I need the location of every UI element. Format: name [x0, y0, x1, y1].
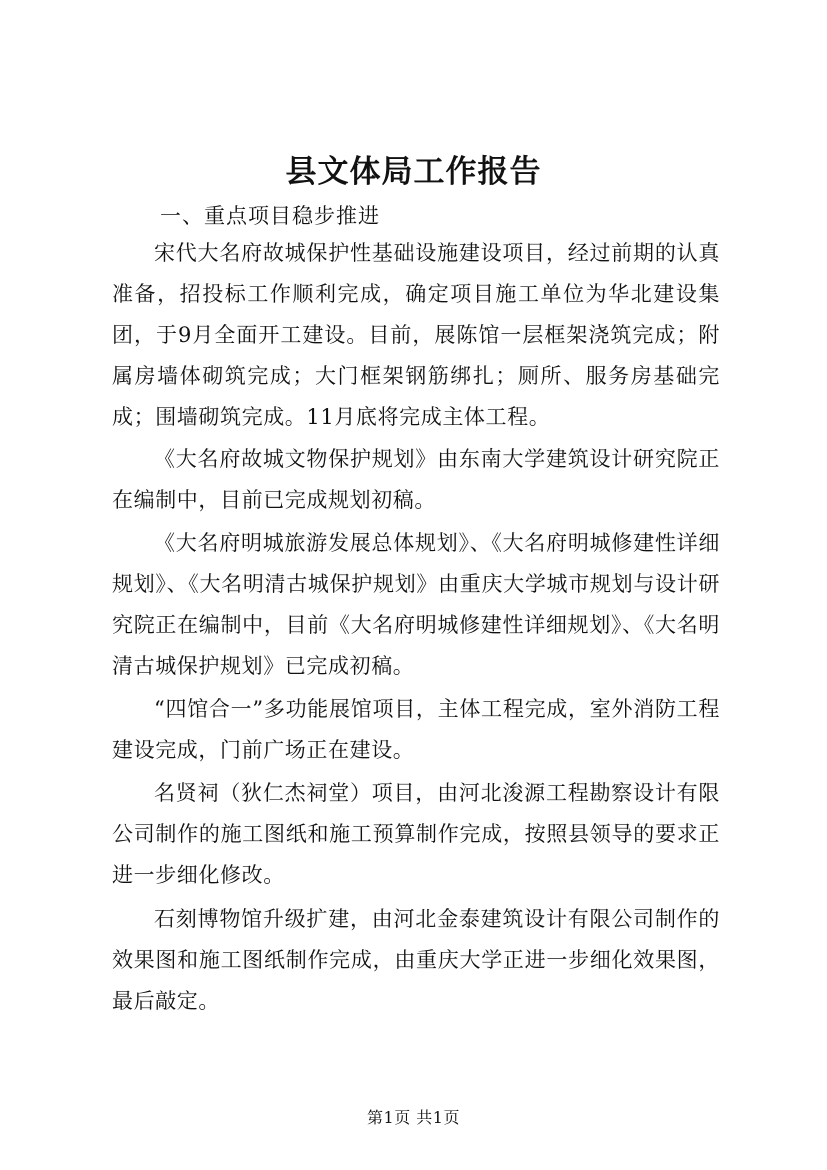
page-footer: 第1页 共1页	[367, 1108, 460, 1127]
paragraph: 宋代大名府故城保护性基础设施建设项目，经过前期的认真准备，招投标工作顺利完成，确定项目施工单位为华北建设集团，于9月全面开工建设。目前，展陈馆一层框架浇筑完成；附属房墙体砌筑完成；大门框架钢筋绑扎；厕所、服务房基础完成；围墙砌筑完成。11月底将完成主体工程。	[112, 241, 720, 429]
document-title: 县文体局工作报告	[285, 154, 542, 190]
paragraph: 《大名府故城文物保护规划》由东南大学建筑设计研究院正在编制中，目前已完成规划初稿。	[112, 447, 720, 512]
paragraph: 石刻博物馆升级扩建，由河北金泰建筑设计有限公司制作的效果图和施工图纸制作完成，由重庆大学正进一步细化效果图，最后敲定。	[112, 907, 720, 1013]
paragraph: “四馆合一”多功能展馆项目，主体工程完成，室外消防工程建设完成，门前广场正在建设。	[112, 697, 720, 762]
section-heading: 一、重点项目稳步推进	[160, 204, 380, 228]
paragraph: 名贤祠（狄仁杰祠堂）项目，由河北浚源工程勘察设计有限公司制作的施工图纸和施工预算制作完成，按照县领导的要求正进一步细化修改。	[112, 781, 720, 887]
paragraph: 《大名府明城旅游发展总体规划》、《大名府明城修建性详细规划》、《大名明清古城保护规划》由重庆大学城市规划与设计研究院正在编制中，目前《大名府明城修建性详细规划》、《大名明清古城保护规划》已完成初稿。	[112, 531, 720, 678]
